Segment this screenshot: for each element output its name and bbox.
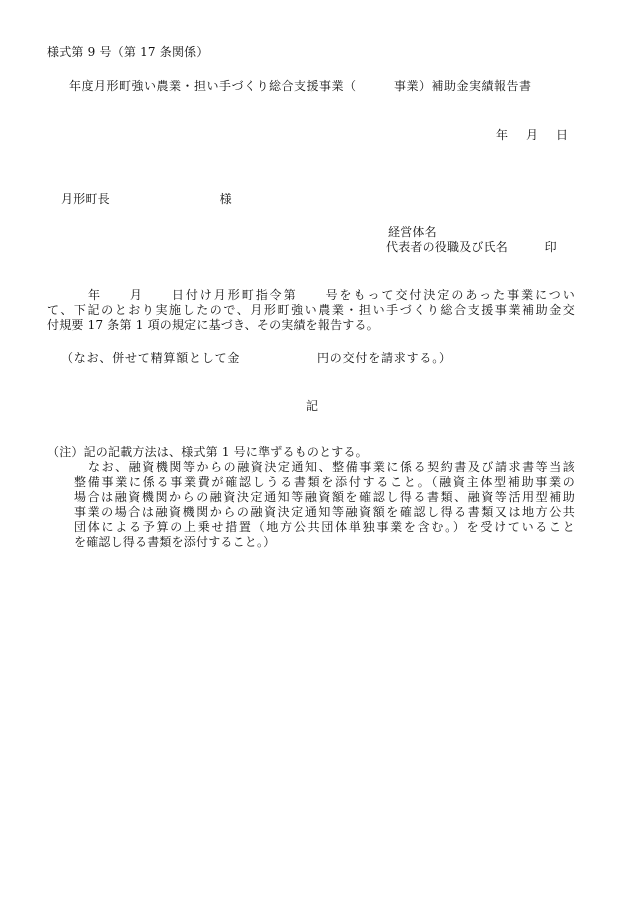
addressee: 月形町長 様 <box>61 192 232 206</box>
notes-line: 団体による予算の上乗せ措置（地方公共団体単独事業を含む。）を受けていること <box>74 520 575 534</box>
body-line-3: 付規要 17 条第 1 項の規定に基づき、その実績を報告する。 <box>47 318 379 332</box>
form-number: 様式第 9 号（第 17 条関係） <box>47 45 209 59</box>
notes-line: なお、融資機関等からの融資決定通知、整備事業に係る契約書及び請求書等当該 <box>88 460 575 474</box>
notes-heading: （注）記の記載方法は、様式第 1 号に準ずるものとする。 <box>47 445 368 459</box>
notes-line: 整備事業に係る事業費が確認しうる書類を添付すること。（融資主体型補助事業の <box>74 475 575 489</box>
notes-line: 事業の場合は融資機関からの融資決定通知等融資額を確認し得る書類又は地方公共 <box>74 505 575 519</box>
applicant-rep-label: 代表者の役職及び氏名 印 <box>386 240 557 254</box>
claim-note: （なお、併せて精算額として金 円の交付を請求する。） <box>61 351 452 365</box>
body-line-1: 年 月 日付け月形町指令第 号をもって交付決定のあった事業につい <box>88 288 575 302</box>
ki-marker: 記 <box>306 399 319 413</box>
body-line-2: て、下記のとおり実施したので、月形町強い農業・担い手づくり総合支援事業補助金交 <box>47 303 575 317</box>
notes-line: 場合は融資機関からの融資決定通知等融資額を確認し得る書類、融資等活用型補助 <box>74 490 575 504</box>
notes-line: を確認し得る書類を添付すること。） <box>74 535 276 549</box>
document-title: 年度月形町強い農業・担い手づくり総合支援事業（ 事業）補助金実績報告書 <box>69 79 532 93</box>
applicant-org-label: 経営体名 <box>388 225 437 239</box>
date-line: 年 月 日 <box>496 128 572 142</box>
